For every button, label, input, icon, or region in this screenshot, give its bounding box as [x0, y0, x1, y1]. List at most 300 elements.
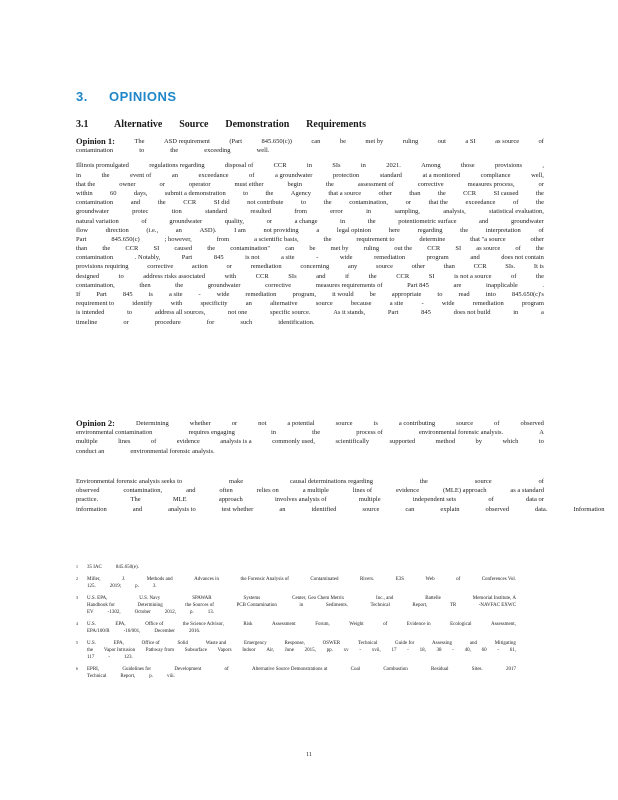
word: 845: [213, 254, 224, 262]
footnote-word: June: [284, 648, 294, 654]
footnote-word: Center, Geo Chem Metrix: [292, 595, 345, 601]
footnote-word: of: [456, 576, 461, 582]
footnote-line: [87, 564, 516, 571]
text-line: [76, 137, 544, 146]
text-line: [76, 180, 544, 189]
footnote-word: Web: [425, 576, 435, 582]
word: analysis,: [443, 208, 466, 216]
word: procedure: [154, 318, 181, 326]
word: measures requirements of: [315, 281, 383, 289]
word: that the: [428, 199, 448, 207]
word: well,: [531, 171, 544, 179]
word: CCR: [427, 245, 441, 253]
word: As it stands,: [333, 309, 366, 317]
word: Part 845: [407, 281, 429, 289]
footnote-word: SPAWAR: [192, 595, 212, 601]
word: contamination,: [123, 487, 163, 495]
word: SIs: [332, 162, 341, 170]
word: Illinois promulgated: [76, 162, 129, 170]
footnote-word: U.S. Navy: [139, 595, 161, 601]
word: address risks associated: [143, 272, 206, 280]
word: corrective: [265, 281, 292, 289]
word: with: [224, 272, 237, 280]
word: requires engaging: [188, 429, 235, 437]
word: legal opinion: [336, 226, 372, 234]
footnote-line: [87, 640, 516, 647]
word: environmental forensic analysis.: [418, 429, 504, 437]
footnote-word: -: [452, 648, 454, 654]
word: 845: [122, 291, 133, 298]
word: be: [339, 138, 346, 145]
footnote-line: [87, 673, 516, 680]
word: Environmental forensic analysis seeks to: [76, 478, 183, 485]
footnote-word: EPA,: [115, 622, 126, 627]
footnote-word: Battelle: [425, 595, 441, 601]
footnote-word: 123.: [124, 655, 133, 661]
word: from: [294, 208, 307, 216]
word: is intended: [76, 309, 105, 317]
word: explain: [440, 505, 460, 513]
word: the: [102, 245, 111, 253]
footnote-word: the Sources of: [185, 603, 214, 608]
section-heading: [76, 89, 177, 104]
word: identify: [132, 300, 153, 308]
footnote-word: Technical: [370, 603, 390, 608]
footnote-word: Assessment: [272, 622, 296, 627]
footnote-word: U.S.: [87, 622, 96, 627]
word: identification.: [278, 318, 315, 326]
footnote-word: xvii,: [371, 648, 381, 654]
word: wide: [339, 254, 353, 262]
footnote-word: the Forensic Analysis of: [240, 576, 289, 582]
word: an: [171, 171, 178, 179]
word: exceedance: [465, 199, 496, 207]
footnote-word: of: [224, 667, 229, 673]
word: CCR: [125, 245, 139, 253]
word: CCR: [463, 189, 477, 197]
subsection-title-word: Requirements: [306, 119, 366, 130]
subsection-title-word: Demonstration: [225, 119, 290, 130]
footnote-word: Assessment,: [491, 622, 516, 627]
word: than: [443, 263, 455, 271]
footnote-word: U.S.: [87, 641, 96, 646]
word: a: [316, 226, 320, 234]
word: that "a source: [470, 235, 506, 243]
word: the: [101, 171, 110, 179]
footnote-word: the Science Advisor,: [182, 622, 224, 627]
word: independent sets: [412, 496, 457, 504]
word: of: [538, 226, 544, 234]
word: if: [345, 272, 350, 280]
word: in: [366, 208, 372, 216]
text-line: [76, 495, 544, 504]
word: met by: [330, 245, 349, 253]
word: and: [470, 254, 480, 262]
word: other: [530, 235, 544, 243]
footnote-word: in: [299, 603, 304, 608]
word: as a standard: [510, 487, 544, 495]
word: Agency: [290, 189, 311, 197]
word: CCR: [473, 263, 487, 271]
footnotes: [76, 564, 516, 685]
footnote-word: EV: [87, 610, 94, 616]
footnote-word: Contaminated: [310, 576, 339, 582]
word: Part: [76, 235, 87, 243]
word: the: [536, 199, 544, 207]
word: a potential: [287, 420, 315, 427]
word: as source: [495, 138, 520, 145]
word: remediation: [245, 291, 277, 298]
word: source: [315, 300, 333, 308]
word: corrective: [417, 180, 444, 188]
word: measures process,: [467, 180, 515, 188]
word: protec: [132, 208, 149, 216]
word: evidence: [395, 487, 420, 495]
footnote-word: Risk: [243, 622, 253, 627]
footnote-word: Evidence in: [406, 622, 431, 627]
word: timeline: [76, 318, 98, 326]
footnote-word: Vapors: [217, 648, 232, 654]
footnote-word: pp.: [326, 648, 333, 654]
word: other: [378, 189, 392, 197]
footnote-word: 2019;: [109, 584, 122, 589]
footnote-word: Conferences Vol.: [481, 576, 516, 582]
word: relies on: [256, 487, 279, 495]
word: not contribute: [247, 199, 284, 207]
word: whether: [189, 420, 211, 427]
footnote-word: -1302,: [107, 610, 121, 616]
word: requirement to: [76, 300, 115, 308]
footnote-line: [87, 621, 516, 628]
word: SI did: [213, 199, 230, 207]
footnote: [76, 576, 516, 590]
footnote-word: December: [154, 629, 175, 635]
word: to: [127, 309, 133, 317]
word: observed: [485, 505, 509, 513]
word: and: [186, 487, 196, 495]
word: those: [460, 162, 475, 170]
word: of: [538, 138, 544, 145]
footnote-word: 2017: [506, 667, 516, 673]
word: begin: [287, 180, 302, 188]
word: to: [118, 272, 124, 280]
text-line: [76, 486, 544, 495]
word: a change: [294, 217, 318, 225]
footnote-word: Subsurface: [184, 648, 207, 654]
footnote-word: OSWER: [322, 641, 341, 646]
word: groundwater: [207, 281, 241, 289]
word: sampling,: [394, 208, 420, 216]
word: read: [458, 291, 470, 298]
footnote-word: Ecological: [450, 622, 472, 627]
text-line: [76, 505, 605, 514]
word: contamination": [230, 245, 271, 253]
footnote-line: [87, 576, 516, 583]
footnote-word: Forum,: [315, 622, 330, 627]
word: commonly used,: [272, 438, 316, 446]
word: not providing: [263, 226, 299, 234]
word: MLE: [172, 496, 187, 504]
word: exceedance: [198, 171, 229, 179]
footnote-word: Office of: [145, 622, 164, 627]
footnote-word: 2012,: [164, 610, 176, 616]
footnote-word: Memorial Institute, A: [472, 595, 516, 601]
word: the: [535, 245, 544, 253]
footnote-word: Combustion: [383, 667, 408, 673]
word: program: [521, 300, 544, 308]
word: contamination,: [76, 281, 115, 289]
word: -: [421, 300, 424, 308]
word: in: [360, 162, 366, 170]
word: days,: [133, 189, 148, 197]
word: in: [76, 171, 82, 179]
word: analysis to: [168, 505, 196, 513]
word: (MLE) approach: [442, 487, 487, 495]
word: the: [157, 199, 166, 207]
footnote-word: -: [359, 648, 361, 654]
word: ASD requirement: [163, 138, 210, 145]
text-line: [76, 226, 544, 235]
word: the: [323, 199, 332, 207]
word: operator: [188, 180, 211, 188]
word: A: [539, 429, 544, 437]
word: often: [219, 487, 233, 495]
word: which: [502, 438, 519, 446]
word: test whether: [221, 505, 254, 513]
word: of: [513, 199, 519, 207]
word: 2021.: [386, 162, 401, 170]
footnote-word: Determining: [137, 603, 163, 608]
footnote-word: Waste and: [205, 641, 227, 646]
footnote-word: Guidelines for: [122, 667, 152, 673]
word: the: [312, 429, 321, 437]
opinion-label: Opinion 2:: [76, 418, 115, 428]
word: data or: [526, 496, 544, 504]
footnote-line: [87, 666, 516, 673]
footnote-word: 2015,: [304, 648, 316, 654]
subsection-title-word: Alternative: [114, 119, 163, 130]
word: a contributing: [398, 420, 436, 427]
word: not one: [227, 309, 248, 317]
footnote-word: of: [383, 622, 388, 627]
word: . Notably,: [134, 254, 161, 262]
word: groundwater: [76, 208, 109, 216]
footnote-number: 3: [76, 594, 78, 600]
word: inapplicable: [486, 281, 518, 289]
page-number: 11: [306, 752, 312, 758]
footnote-line: [87, 595, 516, 602]
word: corrective: [147, 263, 174, 271]
word: at a monitored: [422, 171, 461, 179]
word: ASD).: [199, 226, 217, 234]
word: the: [207, 245, 216, 253]
footnote-word: Sediments.: [325, 603, 348, 608]
footnote-line: [87, 609, 516, 616]
footnote-word: 117: [87, 655, 95, 661]
footnote-word: E3S: [395, 576, 405, 582]
word: involves analysis of: [275, 496, 327, 504]
word: -: [316, 254, 319, 262]
section-number: 3.: [76, 89, 88, 104]
word: disposal of: [224, 162, 254, 170]
footnote-word: 3.: [152, 584, 157, 589]
word: the: [367, 217, 376, 225]
word: statistical evaluation,: [489, 208, 544, 216]
word: can: [311, 138, 321, 145]
word: is not: [245, 254, 260, 262]
footnote-line: [87, 647, 516, 654]
word: are: [453, 281, 462, 289]
word: remediation: [250, 263, 282, 271]
footnote-word: Development: [174, 667, 202, 673]
word: requirement to: [356, 235, 395, 243]
text-line: [76, 161, 544, 170]
word: CCR: [273, 162, 287, 170]
word: the: [419, 478, 428, 485]
word: evidence: [176, 438, 200, 446]
footnote-line: [87, 654, 516, 661]
word: 845.650(c)): [261, 138, 292, 145]
word: SI: [455, 245, 462, 253]
footnote-word: the: [87, 648, 94, 654]
text-line: [76, 262, 544, 271]
word: of: [150, 438, 157, 446]
footnote-number: 6: [76, 666, 78, 672]
word: SI: [153, 245, 160, 253]
word: SIs.: [505, 263, 516, 271]
text-line: [76, 419, 544, 428]
footnote-word: Report,: [412, 603, 428, 608]
word: Determining: [135, 420, 169, 427]
word: in: [306, 162, 312, 170]
footnote-word: Air,: [266, 648, 275, 654]
word: multiple: [358, 496, 381, 504]
word: or: [231, 420, 238, 427]
word: submit a demonstration: [164, 189, 226, 197]
word: quality,: [224, 217, 245, 225]
footnote-word: p.: [135, 584, 139, 589]
word: If: [76, 291, 81, 298]
word: or: [159, 180, 165, 188]
footnote-word: TR: [449, 603, 457, 608]
footnote-word: p.: [189, 610, 194, 616]
footnote-word: 60: [481, 648, 487, 654]
word: CCR: [396, 272, 410, 280]
word: that a source: [328, 189, 362, 197]
word: a: [540, 309, 544, 317]
footnote-number: 2: [76, 575, 78, 581]
word: 60: [109, 189, 117, 197]
footnote-word: Office of: [141, 641, 160, 646]
word: not: [258, 420, 267, 427]
word: exceeding: [204, 147, 231, 155]
word: out: [437, 138, 446, 145]
footnote-word: Advances in: [194, 576, 220, 582]
word: is: [373, 420, 378, 427]
word: alternative: [270, 300, 298, 308]
word: the: [460, 226, 469, 234]
footnote-word: -: [497, 648, 499, 654]
word: is: [148, 291, 153, 298]
word: any: [347, 263, 358, 271]
word: a scientific basis,: [254, 235, 299, 243]
text-line: [76, 437, 544, 446]
word: of: [538, 478, 544, 485]
word: address all sources,: [154, 309, 206, 317]
word: owner: [119, 180, 136, 188]
word: -: [198, 291, 201, 298]
word: scientifically: [335, 438, 370, 446]
text-line: [76, 272, 544, 281]
word: an: [279, 505, 286, 513]
word: a site: [168, 291, 183, 298]
word: SIs: [288, 272, 297, 280]
word: It is: [533, 263, 544, 271]
word: ruling: [402, 138, 419, 145]
word: a multiple: [302, 487, 329, 495]
word: and: [132, 505, 143, 513]
word: multiple: [76, 438, 98, 446]
text-line: [76, 299, 544, 308]
word: Among: [421, 162, 441, 170]
word: then: [139, 281, 151, 289]
word: a site: [389, 300, 404, 308]
word: SI caused: [493, 189, 519, 197]
word: the: [536, 272, 544, 280]
word: an: [175, 226, 182, 234]
footnote-line: [87, 628, 516, 635]
footnote-word: xv: [343, 648, 349, 654]
word: The: [130, 496, 141, 504]
text-line: [76, 146, 544, 155]
footnote-word: Coal: [350, 667, 361, 673]
word: that the: [76, 180, 96, 188]
opinion-1-block: [76, 137, 544, 327]
subsection-heading: [76, 119, 366, 130]
word: supported: [389, 438, 416, 446]
word: method: [435, 438, 456, 446]
footnote-word: 35 IAC: [87, 565, 102, 570]
footnote-word: U.S. EPA,: [87, 595, 108, 601]
subsection-number: 3.1: [76, 119, 89, 130]
word: to: [243, 189, 249, 197]
word: protection: [332, 171, 360, 179]
footnote-word: Guide for: [394, 641, 415, 646]
word: and: [479, 217, 489, 225]
word: met by: [365, 138, 384, 145]
footnote-word: Handbook for: [87, 603, 115, 608]
word: regarding: [417, 226, 443, 234]
word: Part: [181, 254, 193, 262]
word: conduct an: [76, 447, 105, 455]
footnote-word: 13.: [207, 610, 214, 616]
word: error: [330, 208, 343, 216]
word: here: [388, 226, 400, 234]
text-line: [76, 244, 544, 253]
footnote-word: Sites.: [471, 667, 483, 673]
word: to: [139, 147, 145, 155]
word: standard: [379, 171, 402, 179]
word: in: [270, 429, 277, 437]
footnote-word: 38: [436, 648, 442, 654]
word: a SI: [465, 138, 476, 145]
footnote-word: p.: [149, 674, 153, 680]
word: must either: [234, 180, 264, 188]
footnote-word: 61,: [509, 648, 516, 654]
word: out the: [394, 245, 413, 253]
word: environmental forensic analysis.: [130, 447, 215, 455]
word: provisions: [494, 162, 523, 170]
